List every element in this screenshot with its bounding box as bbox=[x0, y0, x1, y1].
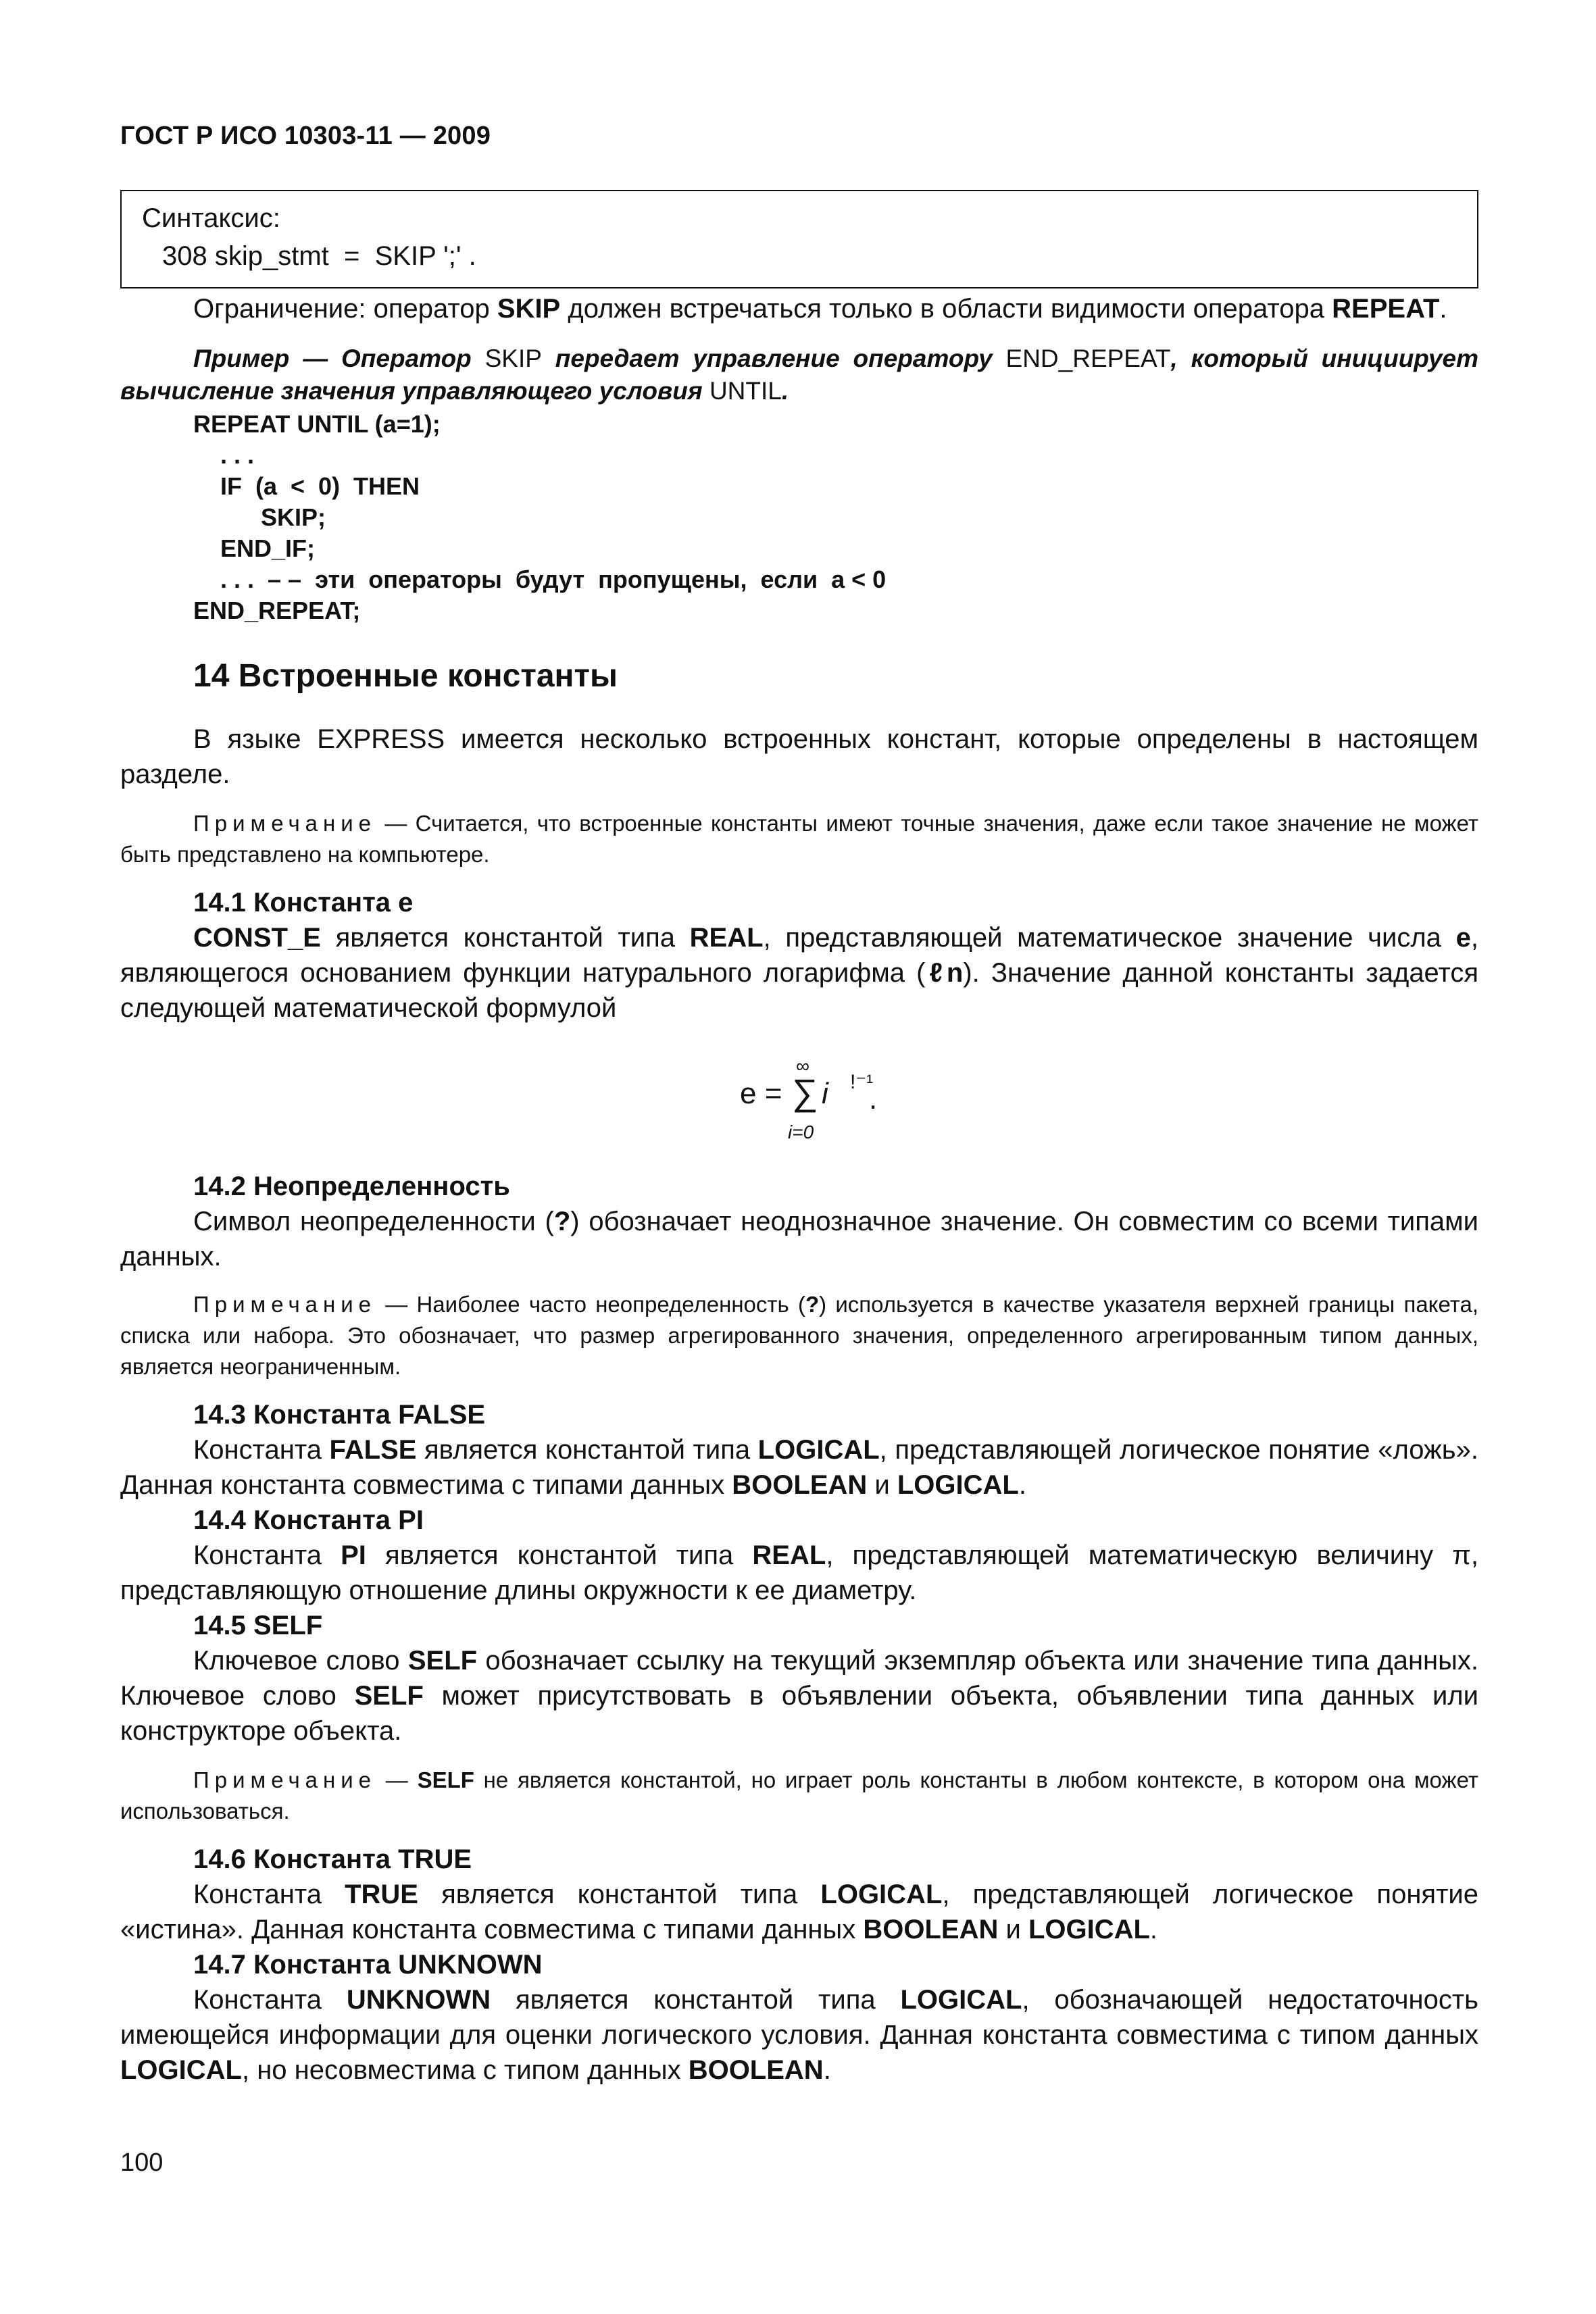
code-line: END_IF; bbox=[207, 534, 316, 562]
subsection-heading: 14.4 Константа PI bbox=[193, 1505, 424, 1535]
formula-e: e = ∞ ∑ i !⁻¹ i=0 . bbox=[740, 1055, 878, 1142]
restriction-paragraph: Ограничение: оператор SKIP должен встречаться только в области видимости оператора REPEAT. bbox=[193, 294, 1447, 324]
subsection-paragraph: Константа FALSE является константой типа LOGICAL, представляющей логическое понятие «ложь». Данная константа совместима с типами данных BOOLEAN и LOGICAL. bbox=[120, 1435, 1478, 1500]
code-line: . . . – – эти операторы будут пропущены, если a < 0 bbox=[207, 565, 887, 593]
subsection-paragraph: Символ неопределенности (?) обозначает неоднозначное значение. Он совместим со всеми типами данных. bbox=[120, 1207, 1478, 1272]
subsection-heading: 14.6 Константа TRUE bbox=[193, 1844, 472, 1874]
code-line: REPEAT UNTIL (a=1); bbox=[193, 410, 441, 438]
note-label: Примечание bbox=[193, 1292, 377, 1317]
note-paragraph: Примечание — SELF не является константой, но играет роль константы в любом контексте, в котором она может использоваться. bbox=[120, 1767, 1478, 1823]
subsection-heading: 14.5 SELF bbox=[193, 1611, 323, 1640]
code-line: END_REPEAT; bbox=[193, 597, 361, 624]
code-line: SKIP; bbox=[227, 503, 326, 531]
note-paragraph: Примечание — Считается, что встроенные константы имеют точные значения, даже если такое значение не может быть представлено на компьютере. bbox=[120, 811, 1478, 867]
section-heading: 14 Встроенные константы bbox=[193, 658, 618, 694]
page-number: 100 bbox=[120, 2148, 164, 2177]
subsection-heading: 14.7 Константа UNKNOWN bbox=[193, 1950, 543, 1980]
code-example bbox=[120, 409, 1478, 626]
subsection-heading: 14.2 Неопределенность bbox=[193, 1172, 510, 1201]
subsection-paragraph: Константа PI является константой типа REAL, представляющей математическую величину π, представляющую отношение длины окружности к ее диаметру. bbox=[120, 1540, 1479, 1605]
note-label: Примечание bbox=[193, 1767, 377, 1792]
subsection-heading: 14.1 Константа e bbox=[193, 888, 414, 917]
section-intro: В языке EXPRESS имеется несколько встроенных констант, которые определены в настоящем разделе. bbox=[120, 724, 1478, 789]
document-header: ГОСТ Р ИСО 10303-11 — 2009 bbox=[120, 122, 491, 150]
syntax-rule: 308 skip_stmt = SKIP ';' . bbox=[162, 241, 476, 271]
keyword: SKIP bbox=[497, 294, 561, 324]
code-line: IF (a < 0) THEN bbox=[207, 472, 420, 500]
document-page bbox=[120, 122, 1478, 2088]
subsection-paragraph: Константа UNKNOWN является константой типа LOGICAL, обозначающей недостаточность имеющейся информации для оценки логического условия. Данная константа совместима с типом данных LOGICAL, но несовместима с типом данных BOOLEAN. bbox=[120, 1985, 1478, 2085]
subsection-heading: 14.3 Константа FALSE bbox=[193, 1400, 486, 1430]
subsection-paragraph: Константа TRUE является константой типа LOGICAL, представляющей логическое понятие «истина». Данная константа совместима с типами данных BOOLEAN и LOGICAL. bbox=[120, 1880, 1478, 1944]
keyword: REPEAT bbox=[1332, 294, 1440, 324]
syntax-box bbox=[120, 190, 1478, 288]
subsection-paragraph: Ключевое слово SELF обозначает ссылку на текущий экземпляр объекта или значение типа данных. Ключевое слово SELF может присутствовать в объявлении объекта, объявлении типа данных или конструкторе объекта. bbox=[120, 1646, 1479, 1746]
note-label: Примечание bbox=[193, 811, 377, 836]
example-paragraph: Пример — Оператор SKIP передает управление оператору END_REPEAT, который инициирует вычисление значения управляющего условия UNTIL. bbox=[120, 345, 1478, 405]
syntax-label: Синтаксис: bbox=[142, 203, 280, 233]
subsection-paragraph: CONST_E является константой типа REAL, представляющей математическое значение числа e, являющегося основанием функции натурального логарифма (ℓn). Значение данной константы задается следующей математической формулой bbox=[120, 923, 1479, 1023]
note-paragraph: Примечание — Наиболее часто неопределенность (?) используется в качестве указателя верхней границы пакета, списка или набора. Это обозначает, что размер агрегированного значения, определенного агрегированным типом данных, является неограниченным. bbox=[120, 1292, 1479, 1379]
code-line: . . . bbox=[207, 441, 255, 469]
sum-symbol: ∑ bbox=[792, 1072, 818, 1113]
